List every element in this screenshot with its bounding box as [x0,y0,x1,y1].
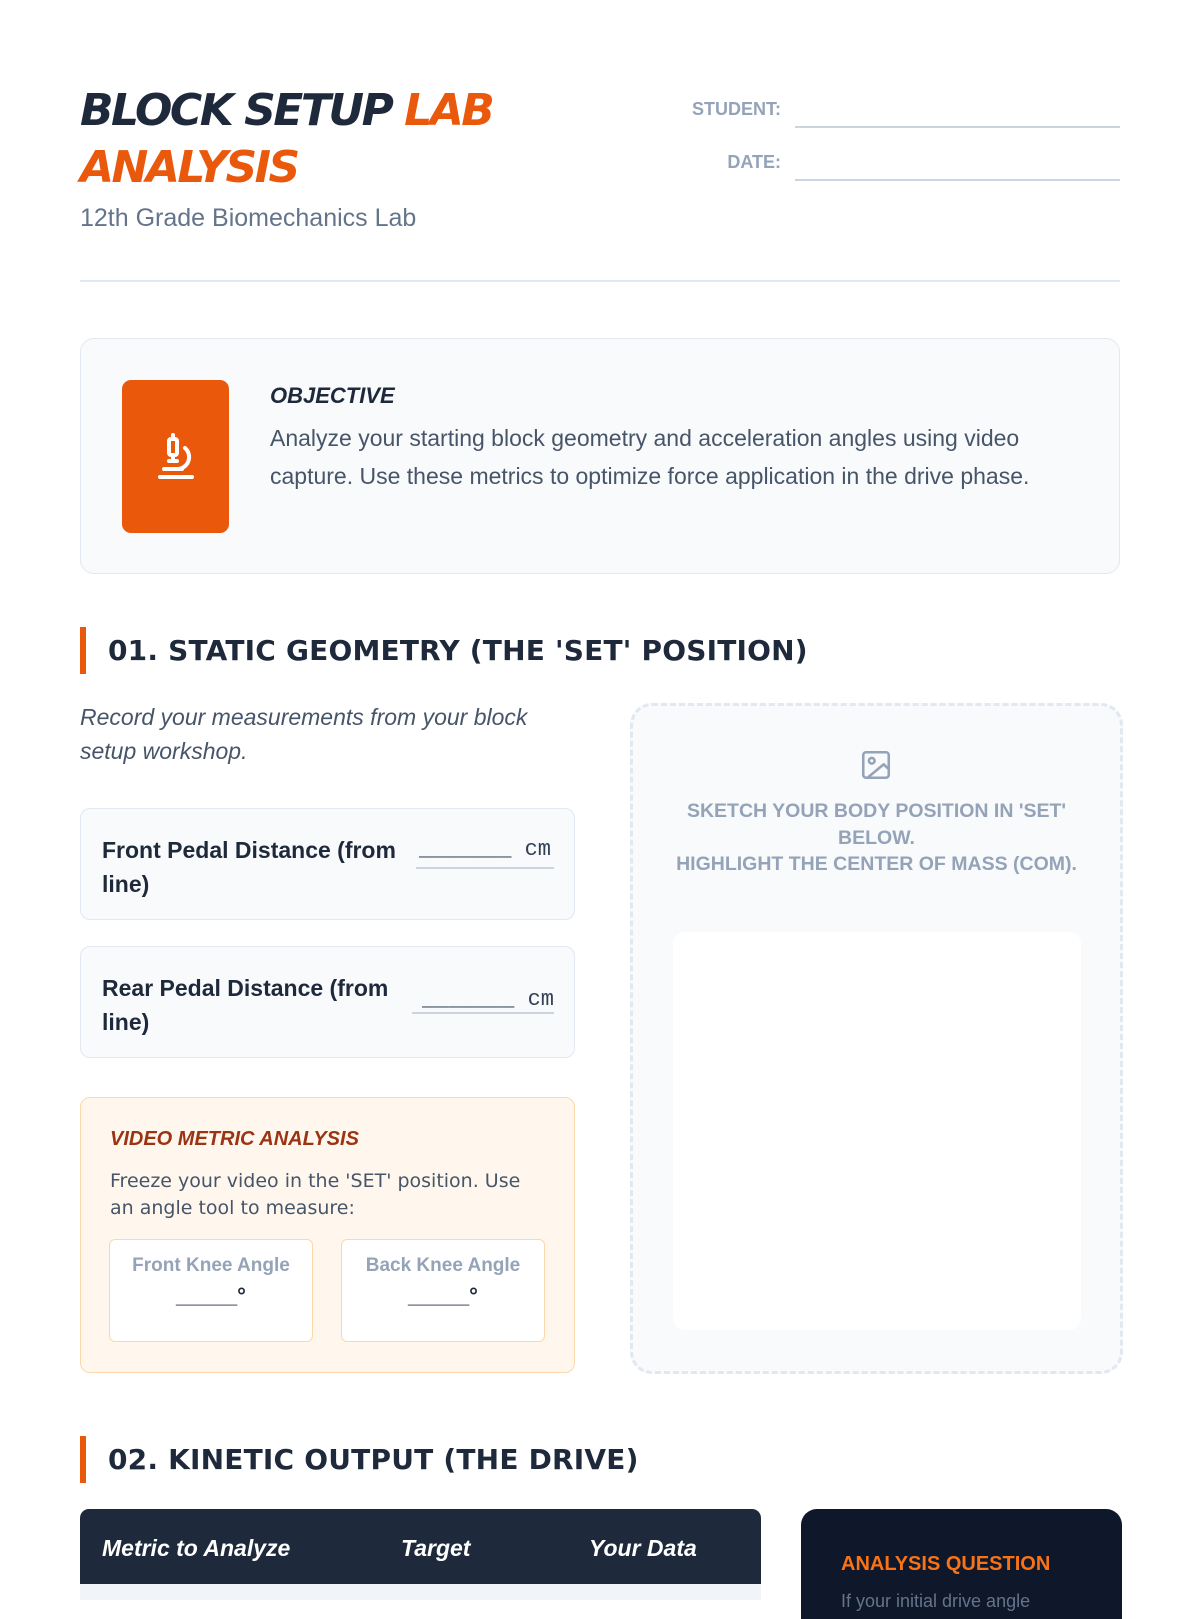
section-accent-bar [80,1436,86,1483]
video-metric-text: Freeze your video in the 'SET' position. Use an angle tool to measure: [110,1170,521,1219]
header [80,82,1120,233]
objective-text: Analyze your starting block geometry and acceleration angles using video capture. Use these metrics to optimize force application in the drive phase. [270,425,1030,489]
image-icon [859,748,893,787]
section-title: 01. STATIC GEOMETRY (THE 'SET' POSITION) [108,634,808,667]
front-pedal-card [80,808,575,920]
back-knee-angle-box[interactable] [341,1239,545,1342]
date-row [680,128,1120,181]
rear-pedal-input[interactable]: _______ cm [412,987,554,1014]
section-kinetic-output [80,1436,639,1483]
analysis-question-title: ANALYSIS QUESTION [841,1553,1051,1575]
student-info [680,88,1120,181]
student-field[interactable] [795,98,1120,128]
video-metric-title: VIDEO METRIC ANALYSIS [110,1128,359,1150]
section-intro: Record your measurements from your block setup workshop. [80,704,528,764]
sketch-instructions [663,798,1090,878]
page-title [80,82,600,196]
front-pedal-label: Front Pedal Distance (from line) [102,837,396,897]
front-knee-angle-value[interactable]: _____° [176,1283,246,1308]
front-pedal-input[interactable]: _______ cm [416,833,554,869]
page-subtitle: 12th Grade Biomechanics Lab [80,204,417,232]
column-header-your-data: Your Data [589,1535,697,1561]
section-static-geometry [80,627,808,674]
rear-pedal-label: Rear Pedal Distance (from line) [102,975,389,1035]
title-part-main: BLOCK SETUP [80,85,405,136]
microscope-icon [122,380,229,533]
section-title: 02. KINETIC OUTPUT (THE DRIVE) [108,1443,639,1476]
front-knee-angle-box[interactable] [109,1239,313,1342]
section-accent-bar [80,627,86,674]
header-divider [80,280,1120,282]
sketch-panel [630,703,1123,1374]
objective-title: OBJECTIVE [270,383,395,408]
table-row [80,1584,761,1600]
analysis-question-card [801,1509,1122,1619]
column-header-metric: Metric to Analyze [102,1535,291,1561]
analysis-question-text: If your initial drive angle [841,1591,1031,1611]
metrics-table-header [80,1509,761,1584]
date-field[interactable] [795,151,1120,181]
back-knee-angle-value[interactable]: _____° [408,1283,478,1308]
sketch-line-2: HIGHLIGHT THE CENTER OF MASS (COM). [676,853,1077,875]
front-knee-angle-label: Front Knee Angle [132,1255,290,1276]
sketch-line-1: SKETCH YOUR BODY POSITION IN 'SET' BELOW. [686,800,1067,849]
column-header-target: Target [401,1535,471,1561]
objective-card [80,338,1120,574]
title-part-accent: LAB ANALYSIS [80,85,493,193]
video-metric-card [80,1097,575,1373]
back-knee-angle-label: Back Knee Angle [365,1255,521,1276]
date-label: DATE: [727,152,781,172]
rear-pedal-card [80,946,575,1058]
sketch-drawing-area[interactable] [673,932,1081,1330]
student-label: STUDENT: [692,99,781,119]
student-row [680,88,1120,128]
